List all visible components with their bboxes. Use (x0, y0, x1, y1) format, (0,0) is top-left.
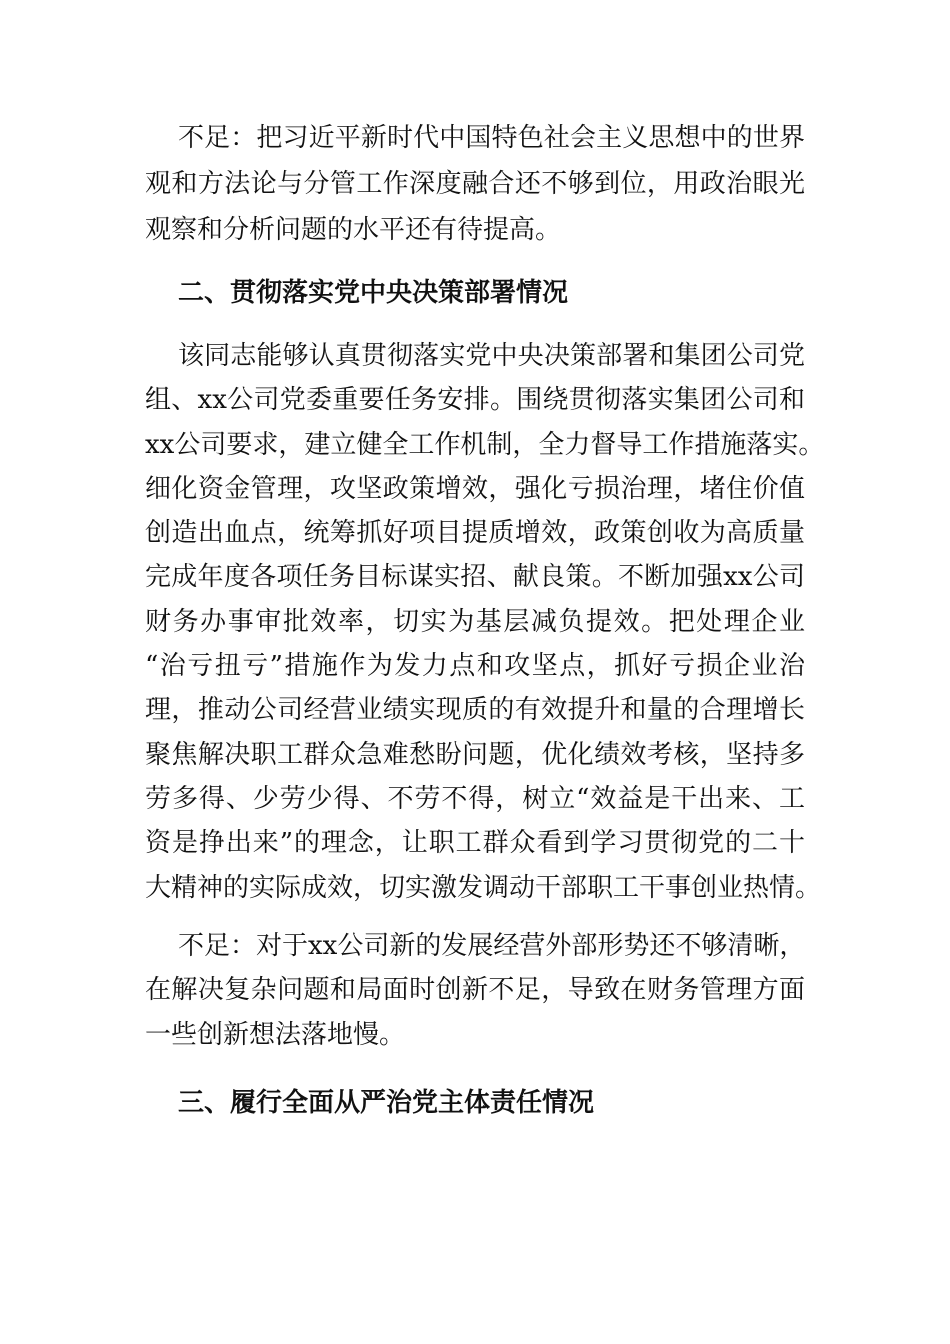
text-line: 完成年度各项任务目标谋实招、献良策。不断加强xx公司 (145, 562, 805, 593)
text-line: 大精神的实际成效，切实激发调动干部职工干事创业热情。 (145, 872, 822, 903)
paragraph-implementation (145, 334, 825, 910)
section-heading-2: 二、贯彻落实党中央决策部署情况 (178, 278, 569, 308)
text-line: 创造出血点，统筹抓好项目提质增效，政策创收为高质量 (145, 518, 805, 549)
text-line: 财务办事审批效率，切实为基层减负提效。把处理企业 (145, 606, 805, 637)
text-line: 不足：对于xx公司新的发展经营外部形势还不够清晰， (178, 931, 806, 961)
text-line: 细化资金管理，攻坚政策增效，强化亏损治理，堵住价值 (145, 473, 805, 504)
text-line: 理，推动公司经营业绩实现质的有效提升和量的合理增长 (145, 695, 805, 726)
text-line: 资是挣出来”的理念，让职工群众看到学习贯彻党的二十 (145, 828, 805, 859)
paragraph-shortcomings-1 (145, 115, 805, 253)
text-line: 观察和分析问题的水平还有待提高。 (145, 215, 562, 245)
text-line: 聚焦解决职工群众急难愁盼问题，优化绩效考核，坚持多 (145, 739, 805, 770)
paragraph-shortcomings-2 (145, 924, 805, 1057)
text-line: 该同志能够认真贯彻落实党中央决策部署和集团公司党 (178, 341, 805, 371)
text-line: 组、xx公司党委重要任务安排。围绕贯彻落实集团公司和 (145, 385, 805, 416)
text-line: “治亏扭亏”措施作为发力点和攻坚点，抓好亏损企业治 (145, 651, 805, 682)
text-line: 劳多得、少劳少得、不劳不得，树立“效益是干出来、工 (145, 783, 805, 814)
section-heading-3: 三、履行全面从严治党主体责任情况 (178, 1088, 595, 1118)
text-line: 在解决复杂问题和局面时创新不足，导致在财务管理方面 (145, 975, 805, 1006)
text-line: 不足：把习近平新时代中国特色社会主义思想中的世界 (178, 123, 805, 153)
text-line: 观和方法论与分管工作深度融合还不够到位，用政治眼光 (145, 169, 805, 199)
text-line: 一些创新想法落地慢。 (145, 1019, 406, 1050)
text-line: xx公司要求，建立健全工作机制，全力督导工作措施落实。 (145, 429, 825, 460)
